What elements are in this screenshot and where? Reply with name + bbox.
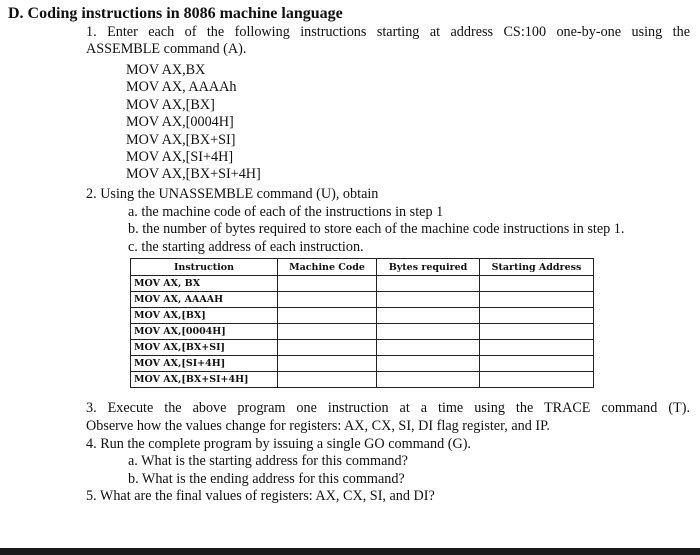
cell-machine-code[interactable]	[278, 276, 377, 292]
cell-instruction: MOV AX, AAAAH	[131, 292, 278, 308]
table-row	[131, 308, 594, 324]
instruction-line: MOV AX, AAAAh	[126, 79, 237, 96]
cell-starting-address[interactable]	[480, 292, 594, 308]
step4-a: a. What is the starting address for this command?	[128, 453, 408, 469]
step1-line2: ASSEMBLE command (A).	[86, 41, 247, 57]
cell-bytes-required[interactable]	[377, 356, 480, 372]
step1-line1: 1. Enter each of the following instructions starting at address CS:100 one-by-one using the	[86, 24, 690, 40]
cell-bytes-required[interactable]	[377, 340, 480, 356]
cell-starting-address[interactable]	[480, 276, 594, 292]
instruction-list	[126, 62, 261, 184]
step4-b: b. What is the ending address for this command?	[128, 471, 405, 487]
table-row	[131, 276, 594, 292]
bottom-border-bar	[0, 548, 700, 555]
step5-line: 5. What are the final values of registers: AX, CX, SI, and DI?	[86, 488, 435, 504]
cell-bytes-required[interactable]	[377, 292, 480, 308]
cell-starting-address[interactable]	[480, 372, 594, 388]
step2-a: a. the machine code of each of the instructions in step 1	[128, 204, 444, 220]
step2-b: b. the number of bytes required to store each of the machine code instructions in step 1.	[128, 221, 625, 237]
cell-machine-code[interactable]	[278, 340, 377, 356]
cell-starting-address[interactable]	[480, 324, 594, 340]
instruction-line: MOV AX,[0004H]	[126, 114, 234, 131]
table-row	[131, 372, 594, 388]
cell-starting-address[interactable]	[480, 340, 594, 356]
table-header-row	[131, 259, 594, 276]
step2-c: c. the starting address of each instruction.	[128, 239, 364, 255]
header-instruction: Instruction	[131, 259, 278, 276]
instruction-line: MOV AX,[SI+4H]	[126, 149, 234, 166]
cell-machine-code[interactable]	[278, 324, 377, 340]
cell-bytes-required[interactable]	[377, 324, 480, 340]
header-machine-code: Machine Code	[278, 259, 377, 276]
table-row	[131, 356, 594, 372]
instruction-line: MOV AX,[BX]	[126, 96, 215, 113]
step3-line1: 3. Execute the above program one instruction at a time using the TRACE command (T).	[86, 400, 690, 416]
cell-machine-code[interactable]	[278, 308, 377, 324]
step4-line: 4. Run the complete program by issuing a single GO command (G).	[86, 436, 471, 452]
cell-instruction: MOV AX,[0004H]	[131, 324, 278, 340]
table-row	[131, 340, 594, 356]
cell-instruction: MOV AX,[BX+SI]	[131, 340, 278, 356]
header-bytes-required: Bytes required	[377, 259, 480, 276]
cell-bytes-required[interactable]	[377, 308, 480, 324]
cell-starting-address[interactable]	[480, 356, 594, 372]
cell-instruction: MOV AX,[BX+SI+4H]	[131, 372, 278, 388]
section-heading: D. Coding instructions in 8086 machine language	[8, 5, 343, 22]
table-row	[131, 292, 594, 308]
header-starting-address: Starting Address	[480, 259, 594, 276]
cell-machine-code[interactable]	[278, 356, 377, 372]
instruction-line: MOV AX,[BX+SI]	[126, 131, 236, 148]
instruction-table	[130, 258, 594, 388]
cell-bytes-required[interactable]	[377, 276, 480, 292]
cell-starting-address[interactable]	[480, 308, 594, 324]
cell-bytes-required[interactable]	[377, 372, 480, 388]
cell-instruction: MOV AX, BX	[131, 276, 278, 292]
cell-machine-code[interactable]	[278, 372, 377, 388]
step2-line: 2. Using the UNASSEMBLE command (U), obtain	[86, 186, 379, 202]
cell-instruction: MOV AX,[BX]	[131, 308, 278, 324]
instruction-line: MOV AX,[BX+SI+4H]	[126, 166, 261, 183]
step3-line2: Observe how the values change for registers: AX, CX, SI, DI flag register, and IP.	[86, 418, 550, 434]
table-row	[131, 324, 594, 340]
instruction-line: MOV AX,BX	[126, 62, 206, 78]
cell-machine-code[interactable]	[278, 292, 377, 308]
cell-instruction: MOV AX,[SI+4H]	[131, 356, 278, 372]
